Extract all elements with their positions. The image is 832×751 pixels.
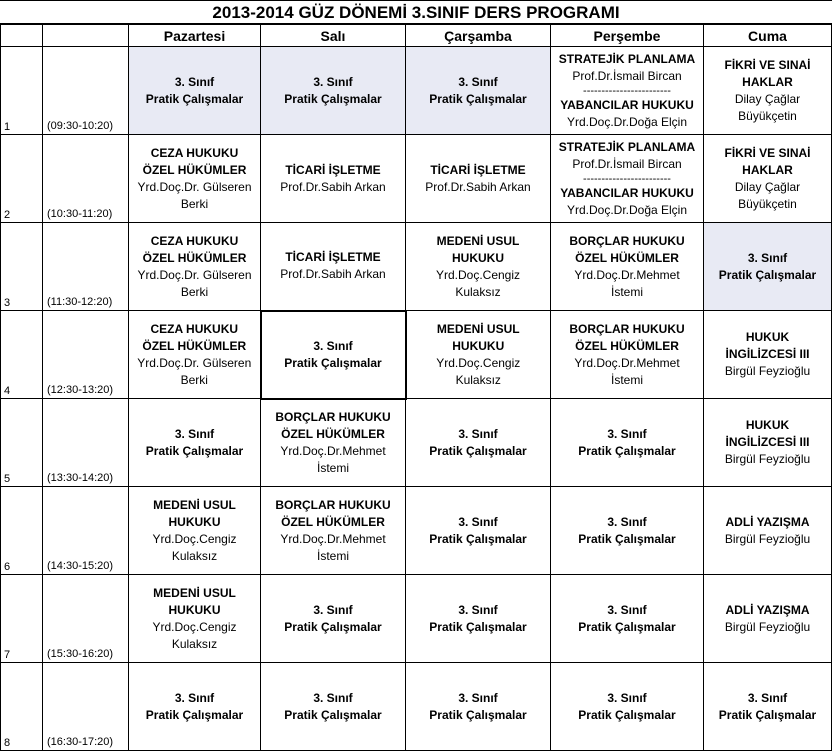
cell-content [406,74,550,108]
instructor-name: Yrd.Doç.Cengiz [152,531,237,546]
cell-content [129,321,260,389]
course-title: 3. Sınıf [607,602,647,617]
instructor-name: Yrd.Doç.Dr.Doğa Elçin [566,114,688,129]
schedule-cell [704,399,832,487]
course-title: 3. Sınıf [747,690,788,705]
schedule-cell [406,487,551,575]
schedule-cell [261,487,406,575]
schedule-row [1,399,832,487]
course-title: Pratik Çalışmalar [429,619,527,634]
instructor-name: Prof.Dr.Sabih Arkan [280,179,386,194]
header-row [1,25,832,47]
slot-time: (16:30-17:20) [43,663,129,751]
schedule-cell [551,135,704,223]
schedule-cell [261,223,406,311]
course-title: ÖZEL HÜKÜMLER [281,514,385,529]
course-title: 3. Sınıf [174,74,215,89]
slot-number: 5 [1,399,43,487]
instructor-name: Berki [180,372,208,387]
instructor-name: Prof.Dr.Sabih Arkan [280,267,386,282]
course-title: HUKUKU [452,250,504,265]
course-title: 3. Sınıf [607,426,647,441]
course-title: TİCARİ İŞLETME [285,162,381,177]
schedule-row [1,47,832,135]
instructor-name: Kulaksız [455,372,501,387]
course-title: HUKUKU [168,514,221,529]
separator-line: ------------------------ [583,172,671,185]
schedule-row [1,487,832,575]
schedule-cell [704,223,832,311]
cell-content [261,249,405,283]
course-title: Pratik Çalışmalar [429,531,527,546]
schedule-cell [261,47,406,135]
cell-content [704,514,831,548]
schedule-row [1,663,832,751]
instructor-name: Berki [180,284,209,299]
schedule-cell [261,311,406,399]
instructor-name: Berki [180,196,209,211]
cell-content [406,426,550,460]
schedule-cell [129,487,261,575]
schedule-cell [704,47,832,135]
cell-content [129,585,260,653]
course-title: HUKUKU [452,338,505,353]
slot-number: 4 [1,311,43,399]
cell-content [704,57,831,125]
schedule-cell [261,663,406,751]
course-title: 3. Sınıf [607,690,647,705]
schedule-cell [406,135,551,223]
course-title: BORÇLAR HUKUKU [275,497,391,512]
course-title: Pratik Çalışmalar [145,91,244,106]
course-title: Pratik Çalışmalar [145,443,244,458]
instructor-name: Prof.Dr.İsmail Bircan [572,68,682,83]
course-title: 3. Sınıf [458,426,498,441]
schedule-cell [261,575,406,663]
cell-content [407,321,551,389]
schedule-cell [406,663,551,751]
course-title: 3. Sınıf [313,74,353,89]
schedule-row [1,135,832,223]
schedule-cell [704,663,832,751]
course-title: Pratik Çalışmalar [284,707,382,722]
cell-content [406,602,550,636]
cell-content [261,74,405,108]
instructor-name: İstemi [316,460,349,475]
course-title: BORÇLAR HUKUKU [569,233,685,248]
cell-content [551,139,703,219]
course-title: Pratik Çalışmalar [429,443,527,458]
cell-content [551,51,703,131]
course-title: Pratik Çalışmalar [578,531,676,546]
day-header: Cuma [704,25,832,47]
schedule-cell [704,575,832,663]
instructor-name: Birgül Feyzioğlu [724,531,811,546]
course-title: ADLİ YAZIŞMA [725,514,810,529]
slot-number: 1 [1,47,43,135]
day-header: Çarşamba [406,25,551,47]
slot-number: 7 [1,575,43,663]
course-title: ADLİ YAZIŞMA [725,602,810,617]
course-title: 3. Sınıf [313,338,353,353]
course-title: ÖZEL HÜKÜMLER [142,338,247,353]
cell-content [261,602,405,636]
schedule-cell [551,663,704,751]
schedule-row [1,223,832,311]
course-title: 3. Sınıf [747,250,788,265]
cell-content [551,426,703,460]
header-blank-time [43,25,129,47]
schedule-cell [261,135,406,223]
course-title: YABANCILAR HUKUKU [560,185,694,200]
slot-time: (12:30-13:20) [43,311,129,399]
cell-content [129,426,260,460]
cell-content [704,329,831,380]
course-title: CEZA HUKUKU [150,145,239,160]
schedule-cell [551,487,704,575]
schedule-cell [129,47,261,135]
schedule-cell [406,311,551,399]
course-title: Pratik Çalışmalar [284,355,382,370]
course-title: HAKLAR [742,162,793,177]
course-title: HUKUKU [168,602,221,617]
course-title: Pratik Çalışmalar [578,707,676,722]
schedule-cell [551,399,704,487]
cell-content [551,690,703,724]
course-title: 3. Sınıf [313,602,353,617]
cell-content [704,417,831,468]
instructor-name: Yrd.Doç.Cengiz [436,355,521,370]
cell-content [261,409,405,477]
day-header: Pazartesi [129,25,261,47]
cell-content [261,162,405,196]
instructor-name: Yrd.Doç.Cengiz [152,619,237,634]
cell-content [704,250,831,284]
schedule-cell [129,575,261,663]
cell-content [406,233,550,301]
instructor-name: Dilay Çağlar [734,91,801,106]
cell-content [704,602,831,636]
course-title: BORÇLAR HUKUKU [275,409,391,424]
slot-number: 6 [1,487,43,575]
cell-content [129,74,260,108]
course-title: 3. Sınıf [607,514,647,529]
separator-line: ------------------------ [583,84,671,97]
course-title: Pratik Çalışmalar [284,91,382,106]
course-title: CEZA HUKUKU [150,321,239,336]
course-title: YABANCILAR HUKUKU [560,97,694,112]
instructor-name: Yrd.Doç.Dr.Mehmet [280,531,386,546]
course-title: ÖZEL HÜKÜMLER [575,250,679,265]
slot-number: 8 [1,663,43,751]
course-title: Pratik Çalışmalar [145,707,244,722]
cell-content [129,497,260,565]
instructor-name: Yrd.Doç.Cengiz [435,267,521,282]
course-title: Pratik Çalışmalar [429,91,527,106]
course-title: HUKUK [745,330,790,344]
schedule-cell [704,311,832,399]
cell-content [261,690,405,724]
schedule-cell [261,399,406,487]
instructor-name: Birgül Feyzioğlu [724,452,811,466]
course-title: 3. Sınıf [174,426,215,441]
day-header: Salı [261,25,406,47]
instructor-name: Büyükçetin [738,196,797,211]
course-title: STRATEJİK PLANLAMA [558,139,696,154]
cell-content [551,321,703,389]
course-title: MEDENİ USUL [153,585,236,600]
course-title: 3. Sınıf [458,602,498,617]
cell-content [406,690,550,724]
course-title: İNGİLİZCESİ III [725,435,810,449]
instructor-name: Kulaksız [171,548,218,563]
course-title: TİCARİ İŞLETME [285,250,381,265]
course-title: CEZA HUKUKU [150,233,239,248]
course-title: ÖZEL HÜKÜMLER [281,426,385,441]
course-title: 3. Sınıf [458,514,498,529]
schedule-cell [551,223,704,311]
course-title: Pratik Çalışmalar [429,707,527,722]
course-title: Pratik Çalışmalar [578,443,676,458]
course-title: HAKLAR [742,74,793,89]
cell-content [129,145,260,213]
course-title: MEDENİ USUL [436,321,520,336]
instructor-name: İstemi [610,284,643,299]
schedule-cell [406,575,551,663]
cell-content [551,514,703,548]
instructor-name: Dilay Çağlar [734,179,801,194]
cell-content [704,690,831,724]
schedule-cell [551,575,704,663]
instructor-name: Yrd.Doç.Dr. Gülseren [137,179,252,194]
page-title: 2013-2014 GÜZ DÖNEMİ 3.SINIF DERS PROGRAMI [0,1,832,24]
course-title: ÖZEL HÜKÜMLER [142,162,247,177]
cell-content [129,690,260,724]
day-header: Perşembe [551,25,704,47]
course-title: ÖZEL HÜKÜMLER [142,250,247,265]
instructor-name: Yrd.Doç.Dr.Mehmet [574,267,680,282]
instructor-name: Prof.Dr.İsmail Bircan [572,156,682,171]
instructor-name: Kulaksız [455,284,501,299]
instructor-name: Yrd.Doç.Dr.Mehmet [280,443,386,458]
instructor-name: Büyükçetin [738,108,797,123]
instructor-name: İstemi [610,372,643,387]
instructor-name: Yrd.Doç.Dr.Doğa Elçin [566,202,688,217]
course-title: Pratik Çalışmalar [718,707,817,722]
course-title: ÖZEL HÜKÜMLER [575,338,679,353]
slot-time: (10:30-11:20) [43,135,129,223]
cell-content [551,602,703,636]
instructor-name: Prof.Dr.Sabih Arkan [425,179,531,194]
instructor-name: Birgül Feyzioğlu [724,619,811,634]
schedule-cell [129,311,261,399]
course-title: HUKUK [745,418,790,432]
schedule-cell [704,135,832,223]
slot-number: 2 [1,135,43,223]
instructor-name: Birgül Feyzioğlu [724,364,811,378]
schedule-cell [704,487,832,575]
course-title: 3. Sınıf [458,690,498,705]
slot-time: (11:30-12:20) [43,223,129,311]
schedule-cell [129,223,261,311]
schedule-cell [406,47,551,135]
course-title: STRATEJİK PLANLAMA [558,51,696,66]
course-title: 3. Sınıf [313,690,353,705]
instructor-name: Yrd.Doç.Dr. Gülseren [137,267,252,282]
cell-content [406,514,550,548]
schedule-cell [551,311,704,399]
cell-content [129,233,260,301]
course-title: FİKRİ VE SINAİ [724,57,811,72]
course-title: MEDENİ USUL [153,497,236,512]
schedule-cell [406,223,551,311]
course-title: BORÇLAR HUKUKU [569,321,685,336]
cell-content [406,162,550,196]
schedule-cell [551,47,704,135]
instructor-name: Yrd.Doç.Dr. Gülseren [137,355,252,370]
slot-time: (14:30-15:20) [43,487,129,575]
instructor-name: Yrd.Doç.Dr.Mehmet [574,355,680,370]
course-title: Pratik Çalışmalar [578,619,676,634]
instructor-name: İstemi [316,548,349,563]
schedule-cell [406,399,551,487]
slot-number: 3 [1,223,43,311]
schedule-cell [129,663,261,751]
slot-time: (09:30-10:20) [43,47,129,135]
schedule-cell [129,135,261,223]
slot-time: (15:30-16:20) [43,575,129,663]
instructor-name: Kulaksız [171,636,218,651]
course-title: Pratik Çalışmalar [284,619,382,634]
schedule-row [1,311,832,399]
cell-content [261,497,405,565]
header-blank-num [1,25,43,47]
course-title: Pratik Çalışmalar [718,267,817,282]
cell-content [704,145,831,213]
course-title: FİKRİ VE SINAİ [724,145,811,160]
course-title: TİCARİ İŞLETME [430,162,526,177]
course-title: 3. Sınıf [458,74,498,89]
slot-time: (13:30-14:20) [43,399,129,487]
course-title: 3. Sınıf [174,690,215,705]
course-title: İNGİLİZCESİ III [725,347,810,361]
cell-content [551,233,703,301]
schedule-table [0,24,832,751]
schedule-row [1,575,832,663]
schedule-cell [129,399,261,487]
cell-content [264,338,403,372]
course-title: MEDENİ USUL [436,233,520,248]
